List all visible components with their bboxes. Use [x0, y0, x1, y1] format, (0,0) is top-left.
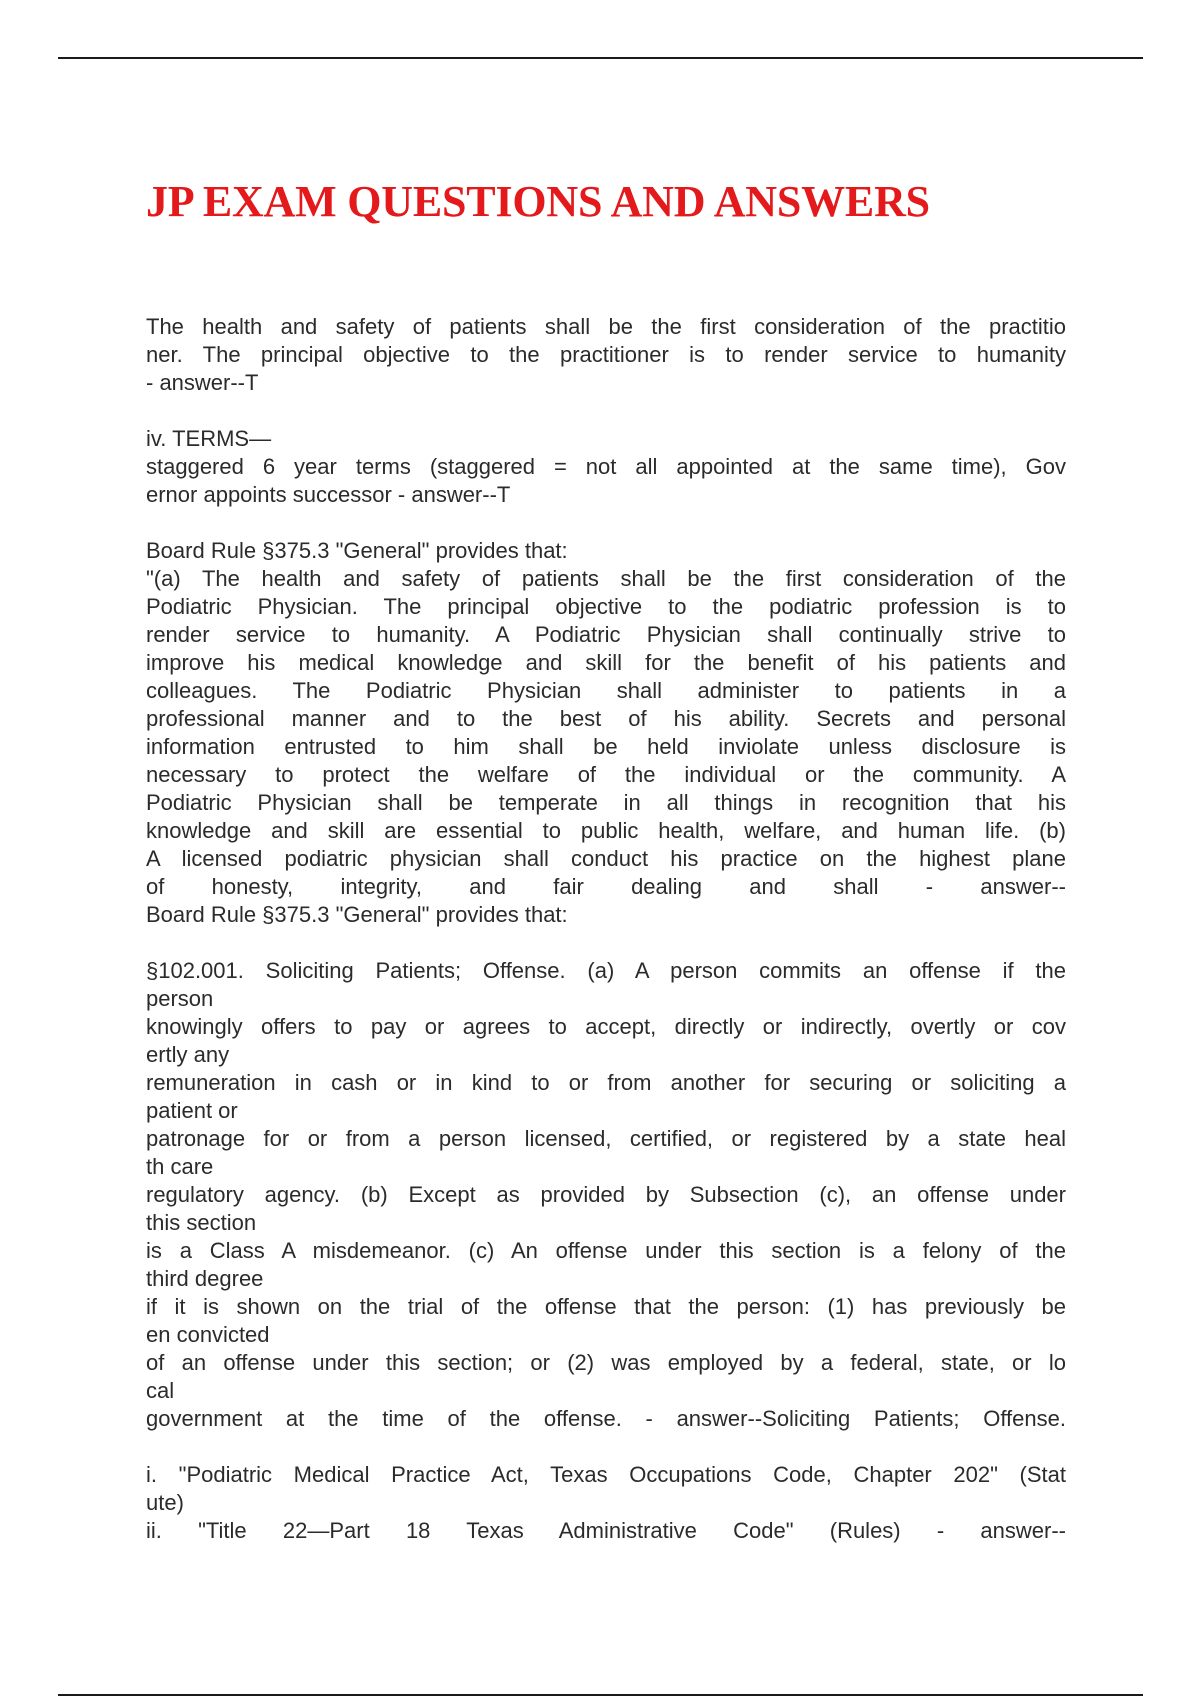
- text-line: ernor appoints successor - answer--T: [146, 482, 511, 507]
- text-line: ner. The principal objective to the practitioner is to render service to humanity: [146, 342, 1066, 367]
- text-line: th care: [146, 1154, 214, 1179]
- text-line: i. "Podiatric Medical Practice Act, Texas Occupations Code, Chapter 202" (Stat: [146, 1462, 1066, 1487]
- qa-block-1: [146, 313, 1066, 397]
- text-line: is a Class A misdemeanor. (c) An offense under this section is a felony of the: [146, 1238, 1066, 1263]
- text-line: render service to humanity. A Podiatric Physician shall continually strive to: [146, 622, 1066, 647]
- text-line: "(a) The health and safety of patients shall be the first consideration of the: [146, 566, 1066, 591]
- bottom-rule: [58, 1694, 1143, 1696]
- text-line: staggered 6 year terms (staggered = not all appointed at the same time), Gov: [146, 454, 1066, 479]
- text-line: of an offense under this section; or (2) was employed by a federal, state, or lo: [146, 1350, 1066, 1375]
- text-line: Board Rule §375.3 "General" provides that:: [146, 902, 568, 927]
- text-line: remuneration in cash or in kind to or from another for securing or soliciting a: [146, 1070, 1066, 1095]
- qa-block-2: [146, 425, 1066, 509]
- text-line: of honesty, integrity, and fair dealing and shall - answer--: [146, 874, 1066, 899]
- text-line: professional manner and to the best of his ability. Secrets and personal: [146, 706, 1066, 731]
- text-line: third degree: [146, 1266, 264, 1291]
- qa-block-4: [146, 957, 1066, 1433]
- text-line: The health and safety of patients shall be the first consideration of the practitio: [146, 314, 1066, 339]
- text-line: person: [146, 986, 214, 1011]
- text-line: Board Rule §375.3 "General" provides that:: [146, 538, 568, 563]
- text-line: A licensed podiatric physician shall conduct his practice on the highest plane: [146, 846, 1066, 871]
- text-line: cal: [146, 1378, 175, 1403]
- text-line: knowledge and skill are essential to public health, welfare, and human life. (b): [146, 818, 1066, 843]
- text-line: government at the time of the offense. - answer--Soliciting Patients; Offense.: [146, 1406, 1066, 1431]
- text-line: ii. "Title 22—Part 18 Texas Administrative Code" (Rules) - answer--: [146, 1518, 1066, 1543]
- text-line: - answer--T: [146, 370, 259, 395]
- text-line: colleagues. The Podiatric Physician shall administer to patients in a: [146, 678, 1066, 703]
- text-line: this section: [146, 1210, 257, 1235]
- text-line: regulatory agency. (b) Except as provided by Subsection (c), an offense under: [146, 1182, 1066, 1207]
- text-line: necessary to protect the welfare of the individual or the community. A: [146, 762, 1066, 787]
- text-line: information entrusted to him shall be held inviolate unless disclosure is: [146, 734, 1066, 759]
- text-line: ertly any: [146, 1042, 230, 1067]
- qa-block-5: [146, 1461, 1066, 1545]
- text-line: ute): [146, 1490, 184, 1515]
- text-line: improve his medical knowledge and skill for the benefit of his patients and: [146, 650, 1066, 675]
- text-line: patient or: [146, 1098, 238, 1123]
- text-line: en convicted: [146, 1322, 270, 1347]
- text-line: iv. TERMS—: [146, 426, 272, 451]
- text-line: knowingly offers to pay or agrees to accept, directly or indirectly, overtly or cov: [146, 1014, 1066, 1039]
- text-line: Podiatric Physician shall be temperate in all things in recognition that his: [146, 790, 1066, 815]
- document-title: JP EXAM QUESTIONS AND ANSWERS: [146, 177, 930, 226]
- top-rule: [58, 57, 1143, 59]
- text-line: Podiatric Physician. The principal objective to the podiatric profession is to: [146, 594, 1066, 619]
- text-line: §102.001. Soliciting Patients; Offense. (a) A person commits an offense if the: [146, 958, 1066, 983]
- qa-block-3: [146, 537, 1066, 929]
- document-body: [146, 313, 1066, 1573]
- text-line: if it is shown on the trial of the offense that the person: (1) has previously be: [146, 1294, 1066, 1319]
- text-line: patronage for or from a person licensed, certified, or registered by a state heal: [146, 1126, 1066, 1151]
